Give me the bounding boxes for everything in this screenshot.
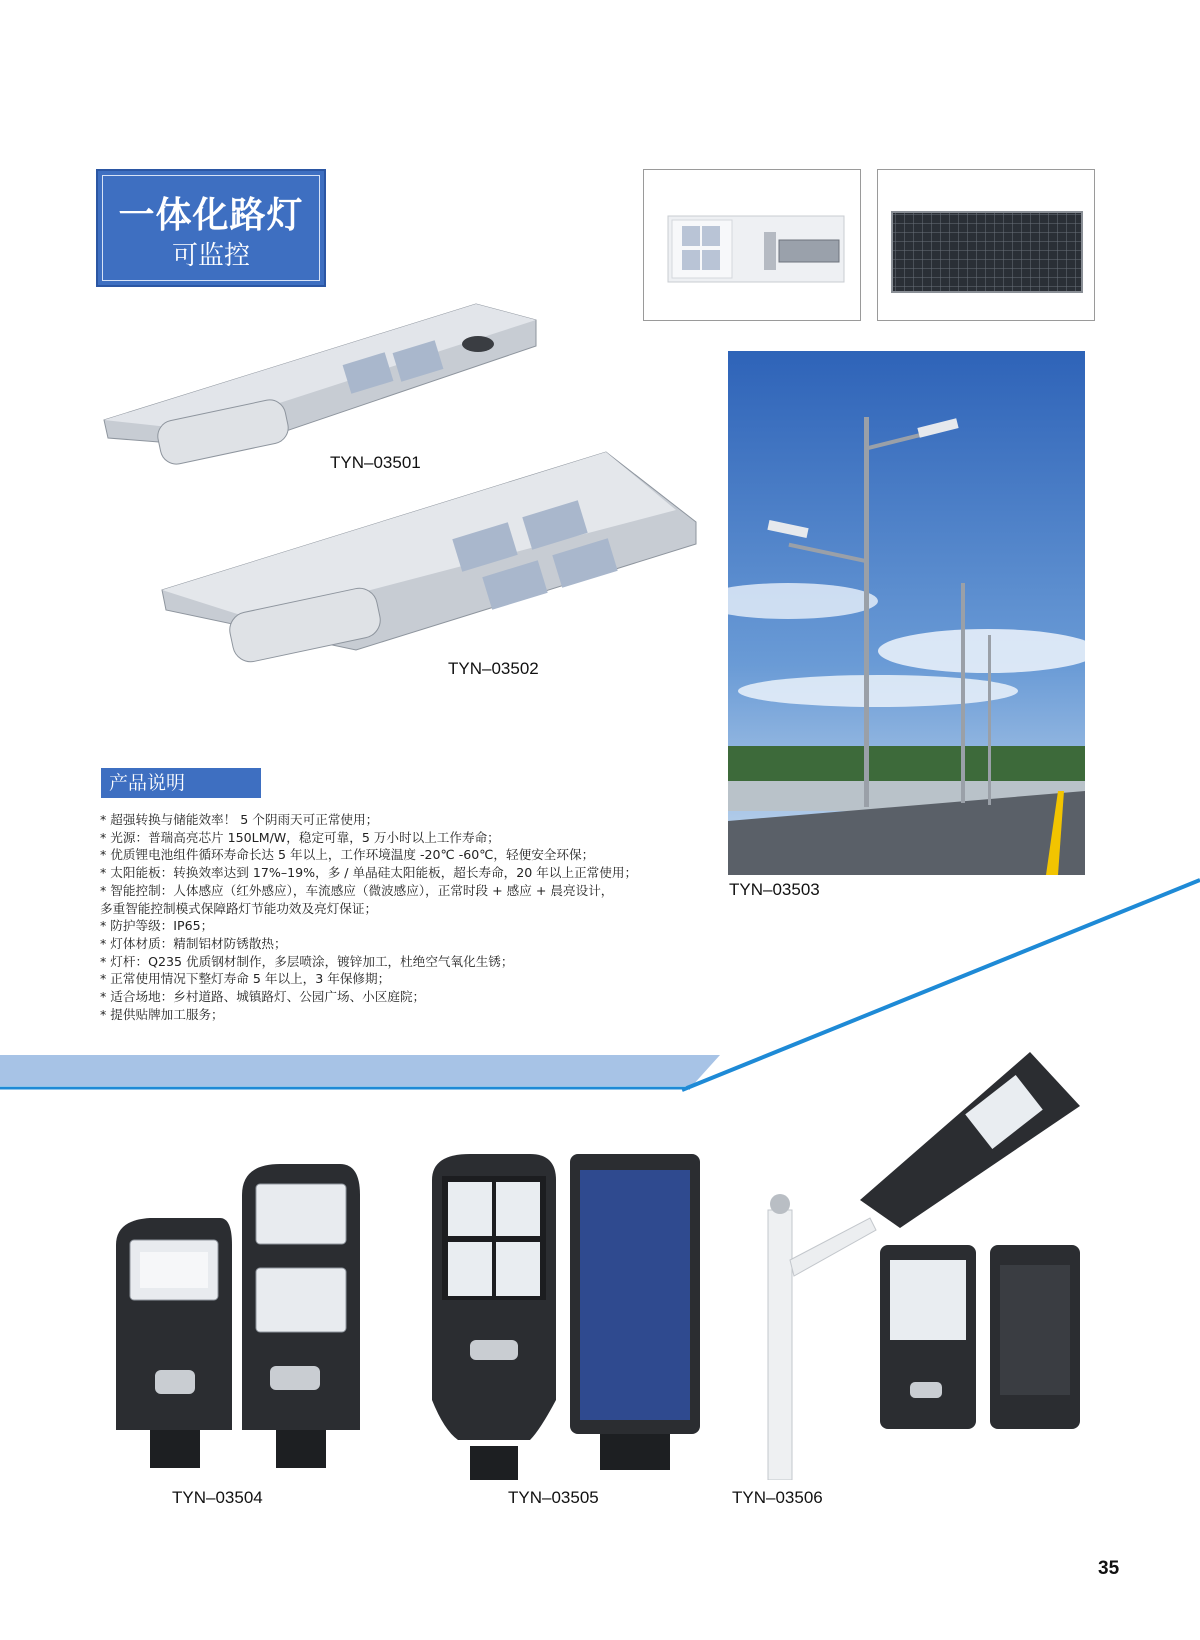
model-label-03505: TYN–03505 [508, 1488, 599, 1507]
model-label-03504: TYN–03504 [172, 1488, 263, 1507]
black-lamp-03505-image [430, 1150, 705, 1480]
feature-item: * 智能控制：人体感应（红外感应），车流感应（微波感应），正常时段 + 感应 + 晨亮设计， [100, 882, 614, 898]
feature-item: * 提供贴牌加工服务； [100, 1006, 224, 1022]
page-number: 35 [1098, 1558, 1120, 1579]
solar-panel-thumbnail [877, 169, 1095, 321]
section-header-description: 产品说明 [101, 768, 261, 798]
page-subtitle: 可监控 [171, 241, 250, 271]
model-label-03506: TYN–03506 [732, 1488, 823, 1507]
lamp-back-image [644, 170, 860, 320]
feature-item: * 超强转换与储能效率！ 5 个阴雨天可正常使用； [100, 812, 379, 827]
title-badge [96, 169, 326, 287]
street-lamps-photo [728, 351, 1085, 875]
feature-item: 多重智能控制模式保障路灯节能功效及亮灯保证； [100, 900, 378, 916]
feature-item: * 灯体材质：精制铝材防锈散热； [100, 935, 287, 951]
feature-item: * 正常使用情况下整灯寿命 5 年以上，3 年保修期； [100, 971, 391, 987]
silver-lamp-03502-image [156, 450, 706, 690]
feature-item: * 太阳能板：转换效率达到 17%–19%，多 / 单晶硅太阳能板，超长寿命，20 年以上正常使用； [100, 865, 638, 881]
page-title: 一体化路灯 [118, 195, 304, 236]
model-label-03501: TYN–03501 [330, 453, 421, 472]
model-label-03503: TYN–03503 [729, 880, 820, 899]
feature-item: * 灯杆：Q235 优质钢材制作，多层喷涂，镀锌加工，杜绝空气氧化生锈； [100, 953, 514, 969]
feature-item: * 适合场地：乡村道路、城镇路灯、公园广场、小区庭院； [100, 989, 426, 1005]
feature-item: * 优质锂电池组件循环寿命长达 5 年以上，工作环境温度 -20℃ -60℃，轻便安全环保； [100, 847, 595, 863]
lamp-back-thumbnail [643, 169, 861, 321]
feature-item: * 光源：普瑞高亮芯片 150LM/W，稳定可靠，5 万小时以上工作寿命； [100, 829, 500, 845]
model-label-03502: TYN–03502 [448, 659, 539, 678]
black-lamp-03504-image [110, 1160, 370, 1480]
feature-item: * 防护等级：IP65； [100, 918, 214, 934]
lamp-on-pole-03506-image [760, 1050, 1080, 1480]
solar-panel-image [878, 170, 1094, 320]
